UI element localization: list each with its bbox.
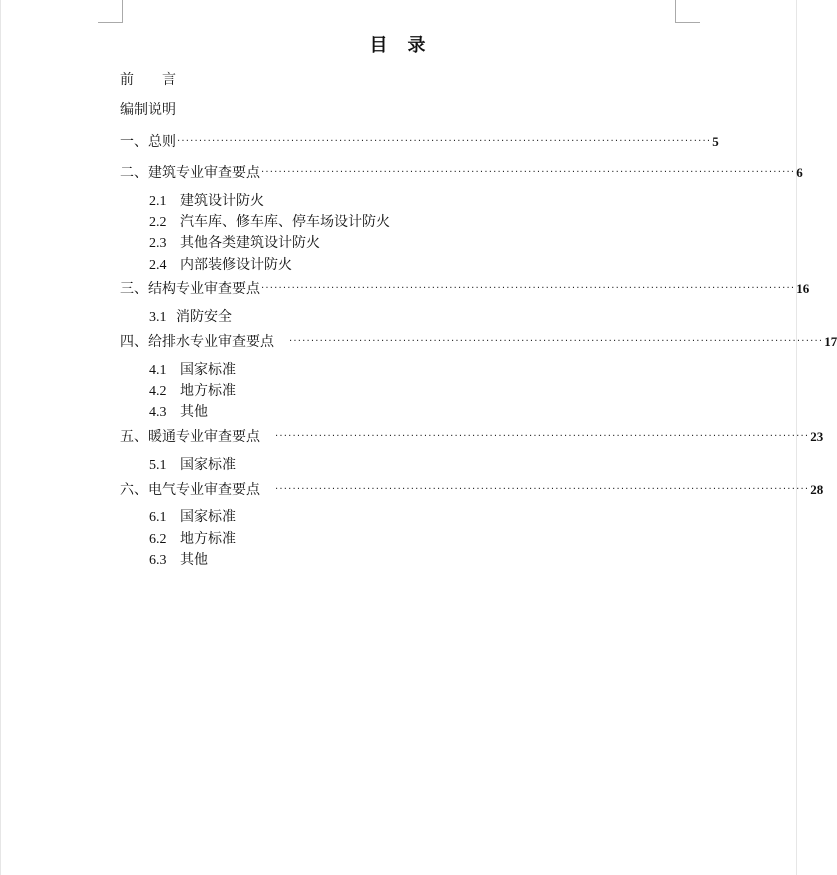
subentry-text: 其他 (180, 404, 208, 420)
toc-entry-label: 四、给排水专业审查要点 (120, 334, 274, 350)
leader-dots: ·························································································································· (275, 431, 810, 442)
toc-entry-section-4[interactable] (120, 332, 837, 352)
preface-char-1: 前 (120, 72, 134, 88)
toc-title-char-2: 录 (407, 35, 428, 56)
subentry-number: 6.2 (149, 532, 167, 547)
toc-entry-label: 一、总则 (120, 134, 176, 150)
subentry-number: 6.1 (149, 510, 167, 525)
subentry-number: 4.1 (149, 363, 167, 378)
toc-subentry-2-2[interactable] (149, 212, 390, 233)
toc-preface[interactable] (120, 70, 176, 90)
toc-page-number: 23 (810, 429, 824, 444)
subentry-number: 5.1 (149, 458, 167, 473)
toc-subentry-3-1[interactable] (149, 307, 232, 328)
subentry-number: 2.3 (149, 236, 167, 251)
subentry-text: 内部装修设计防火 (180, 257, 292, 273)
toc-subentry-2-1[interactable] (149, 191, 264, 212)
toc-subentry-6-3[interactable] (149, 550, 208, 571)
leader-dots: ·························································································································· (275, 484, 810, 495)
toc-title-char-1: 目 (369, 35, 390, 56)
subentry-text: 其他 (180, 552, 208, 568)
toc-subentry-6-1[interactable] (149, 507, 236, 528)
toc-entry-label: 六、电气专业审查要点 (120, 482, 260, 498)
toc-page-number: 28 (810, 482, 824, 497)
toc-entry-section-3[interactable] (120, 279, 810, 299)
toc-entry-section-1[interactable] (120, 132, 719, 152)
subentry-number: 3.1 (149, 310, 167, 325)
subentry-number: 6.3 (149, 553, 167, 568)
toc-entry-label: 二、建筑专业审查要点 (120, 165, 260, 181)
page-left-edge (0, 0, 1, 875)
crop-mark-top-right (675, 0, 700, 23)
toc-subentry-4-2[interactable] (149, 381, 236, 402)
toc-entry-section-6[interactable] (120, 480, 824, 500)
subentry-text: 建筑设计防火 (180, 193, 264, 209)
subentry-text: 汽车库、修车库、停车场设计防火 (180, 214, 390, 230)
subentry-text: 国家标准 (180, 509, 236, 525)
toc-entry-section-5[interactable] (120, 427, 824, 447)
subentry-number: 2.2 (149, 215, 167, 230)
toc-subentry-4-3[interactable] (149, 402, 208, 423)
toc-title (0, 31, 797, 57)
toc-entry-section-2[interactable] (120, 163, 803, 183)
toc-page-number: 17 (824, 334, 837, 349)
toc-page-number: 16 (796, 281, 810, 296)
toc-page-number: 6 (796, 165, 803, 180)
preface-char-2: 言 (162, 72, 176, 88)
crop-mark-top-left (98, 0, 123, 23)
subentry-text: 地方标准 (180, 531, 236, 547)
leader-dots: ·························································································································· (261, 167, 796, 178)
toc-entry-label: 五、暖通专业审查要点 (120, 429, 260, 445)
subentry-text: 地方标准 (180, 383, 236, 399)
toc-subentry-6-2[interactable] (149, 529, 236, 550)
toc-subentry-4-1[interactable] (149, 360, 236, 381)
subentry-number: 4.3 (149, 405, 167, 420)
toc-page-number: 5 (712, 134, 719, 149)
subentry-number: 2.4 (149, 258, 167, 273)
subentry-number: 2.1 (149, 194, 167, 209)
subentry-text: 国家标准 (180, 362, 236, 378)
leader-dots: ·························································································································· (289, 336, 824, 347)
toc-entry-label: 三、结构专业审查要点 (120, 281, 260, 297)
toc-subentry-5-1[interactable] (149, 455, 236, 476)
subentry-text: 消防安全 (176, 309, 232, 325)
leader-dots: ·························································································································· (177, 136, 712, 147)
subentry-number: 4.2 (149, 384, 167, 399)
subentry-text: 其他各类建筑设计防火 (180, 235, 320, 251)
toc-subentry-2-3[interactable] (149, 233, 320, 254)
subentry-text: 国家标准 (180, 457, 236, 473)
toc-subentry-2-4[interactable] (149, 255, 292, 276)
leader-dots: ·························································································································· (261, 283, 796, 294)
toc-compilation-note[interactable]: 编制说明 (120, 102, 176, 118)
